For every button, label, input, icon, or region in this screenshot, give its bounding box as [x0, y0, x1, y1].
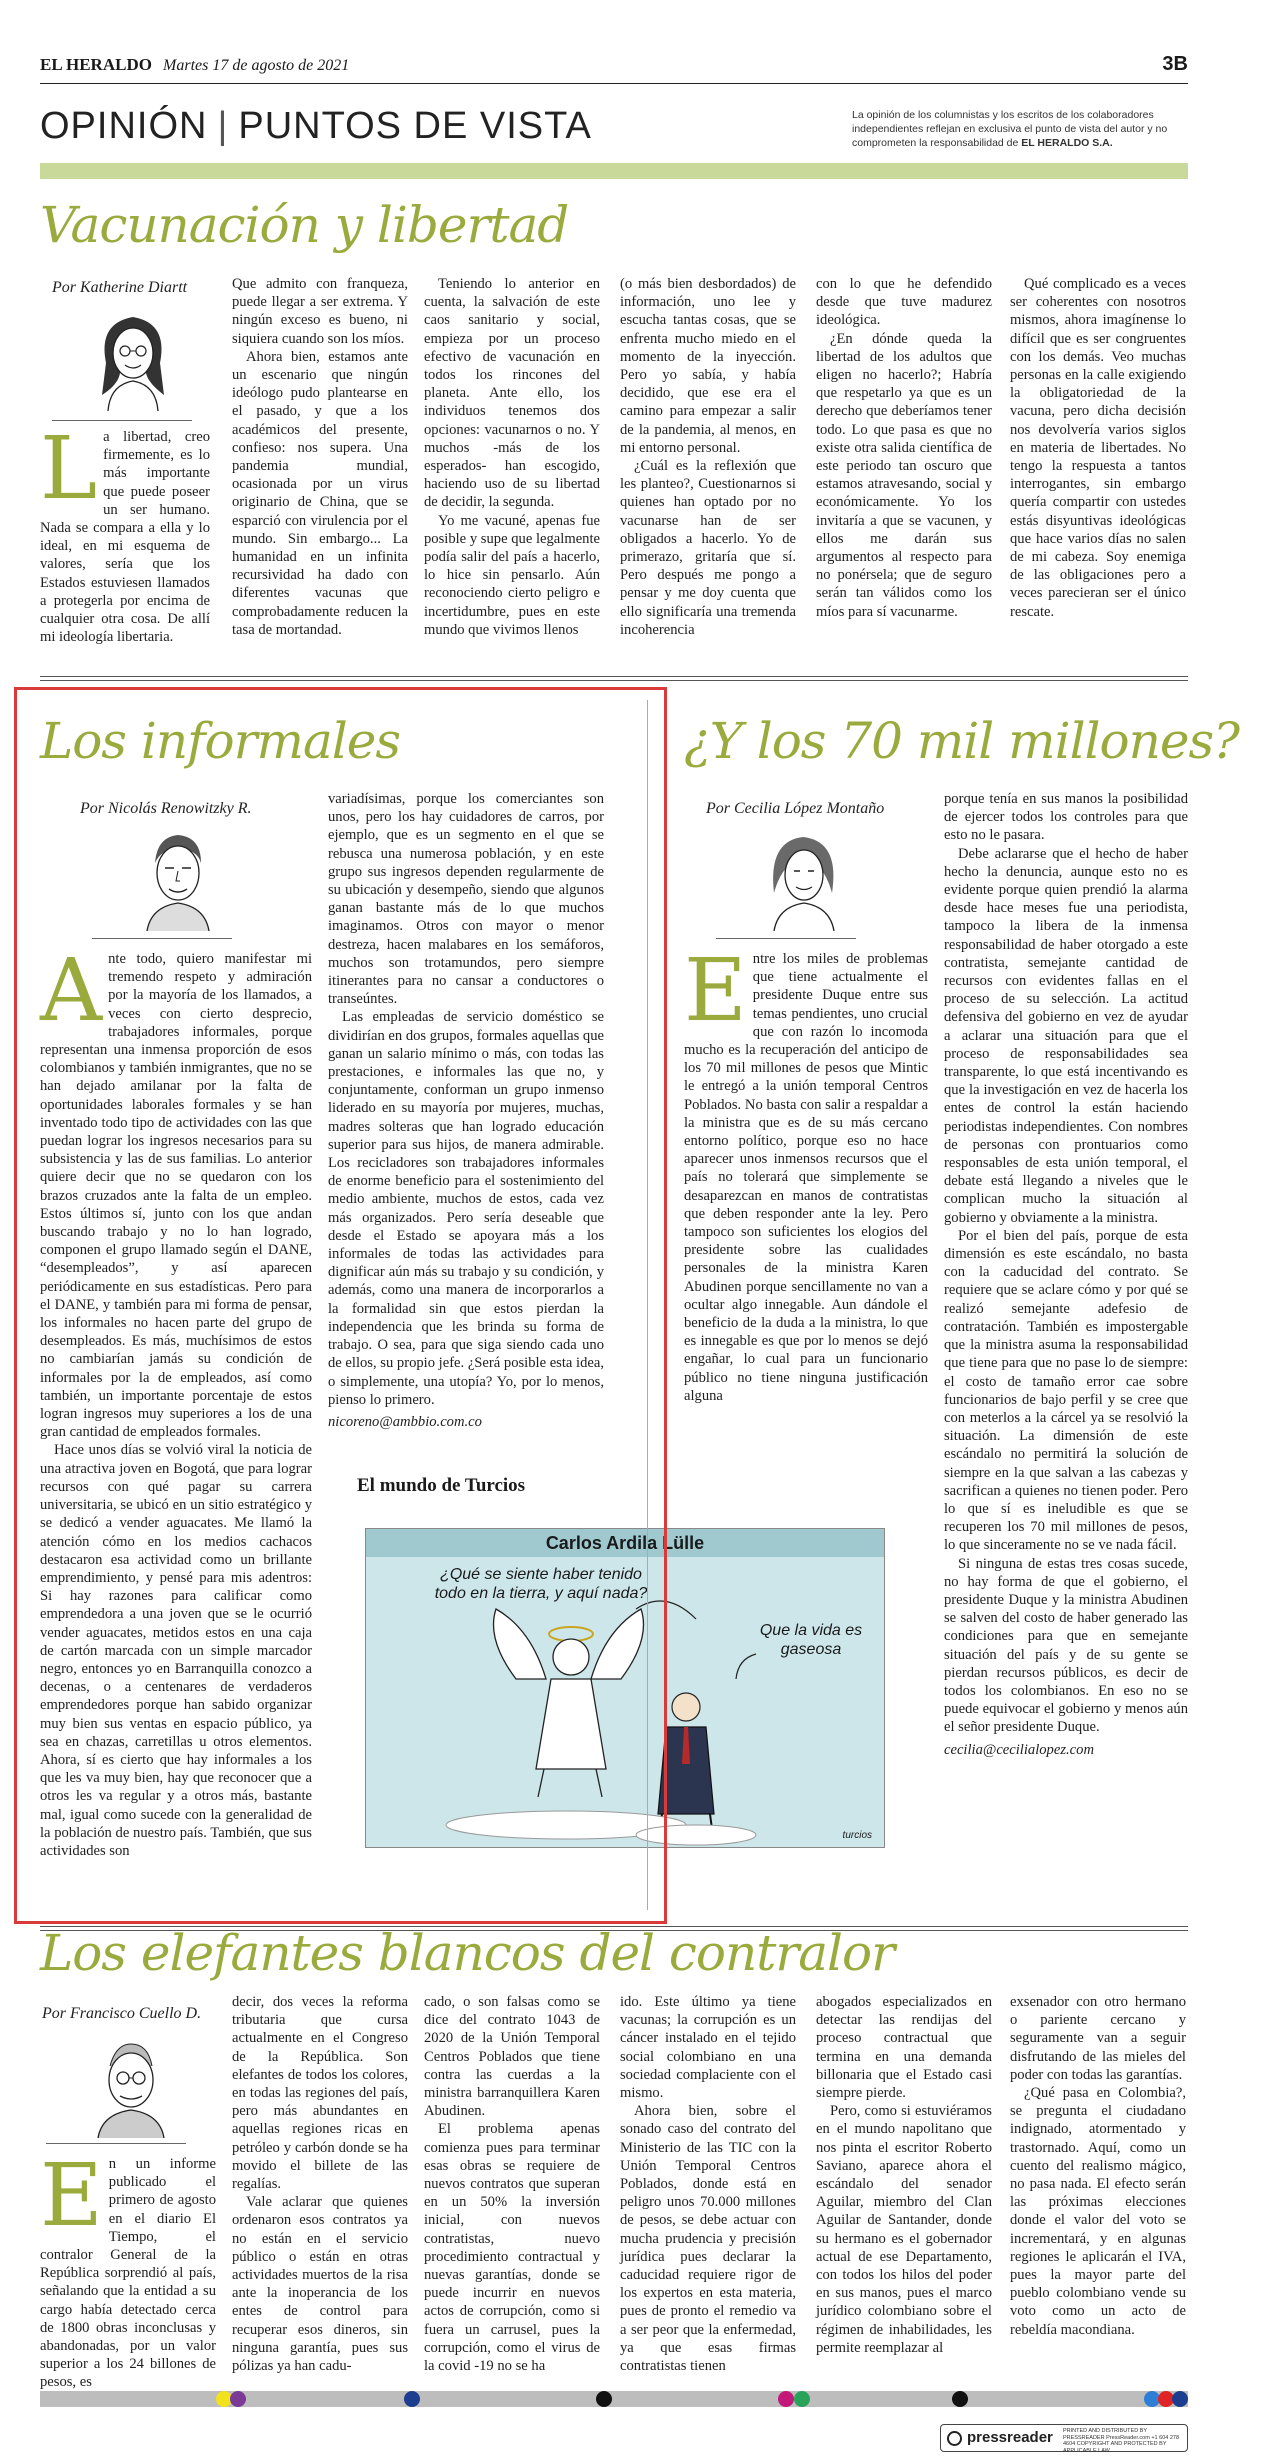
paragraph: Debe aclararse que el hecho de haber hecho la denuncia, aunque esto no es evidente porque quien prendió la alarma desde hace meses fue una periodista, tampoco la libera de la inmensa responsabilidad de haber otorgado a este contratista, semejante cantidad de recursos con evidentes fallas en el proceso de su selección. La actitud defensiva del gobierno en vez de ayudar a aclarar una situación para que el proceso de responsabilidades sea transparente, lo que está incentivando es que la investigación en vez de hacerla los entes de control la están haciendo periodistas independientes. Con nombres de personas con prontuarios como responsables de esta unión temporal, el debate está llegando a niveles que le complican mucho la situación al gobierno y obviamente a la ministra. [944, 845, 1188, 1226]
paragraph: nte todo, quiero manifestar mi tremendo respeto y admiración por la mayoría de los llamados, a veces con cierto desprecio, trabajadores informales, porque representan una inmensa proporción de esos colombianos y también inmigrantes, que no se han dejado amilanar por la falta de oportunidades laborales formales y se han inventado todo tipo de actividades con las que puedan lograr los ingresos necesarios para su subsistencia y las de sus familias. Lo anterior quiere decir que no se quedaron con los brazos cruzados ante la falta de un empleo. Estos últimos sí, junto con los que andan buscando trabajo y no lo han logrado, componen el grupo llamado según el DANE, “desempleados”, y así aparecen periódicamente en sus estadísticas. Pero para el DANE, y también para mi forma de pensar, los informales no hacen parte del grupo de desempleados. Es más, muchísimos de estos no cambiarían jamás su condición de informales por la de empleados, así como también, un importante porcentaje de estos logran ingresos muy superiores a los de una gran cantidad de empleados formales. [40, 951, 312, 1441]
paragraph: ¿Qué pasa en Colombia?, se pregunta el ciudadano indignado, atormentado y trastornado. Aquí, como un cuento del realismo mágico, no pasa nada. El efecto serán las próximas elecciones donde el valor del voto se incrementará, y en algunas regiones le aplicarán el IVA, pues la mayor parte del pueblo colombiano vende su voto como un acto de rebeldía macondiana. [1010, 2085, 1186, 2338]
masthead-rule [40, 83, 1188, 84]
registration-dot [778, 2391, 794, 2407]
author-portrait-diartt [88, 303, 178, 413]
cartoon-speech-angel: ¿Qué se siente haber tenido todo en la tierra, y aquí nada? [434, 1566, 648, 1602]
article-vacunacion-col-4 [620, 275, 796, 639]
byline-millones: Por Cecilia López Montaño [706, 800, 885, 817]
paragraph: con lo que he defendido desde que tuve madurez ideológica. [816, 276, 992, 329]
paragraph: El problema apenas comienza pues para terminar esas obras se requiere de nuevos contratos que superan en un 50% la inversión inicial, con nuevos contratistas, nuevo procedimiento contractual y nuevas garantías, donde se puede incurrir en nuevos actos de corrupción, como si fuera un carrusel, pues la corrupción, como el virus de la covid -19 no se ha [424, 2121, 600, 2375]
section-name-left: OPINIÓN [40, 105, 208, 147]
paragraph: Pero, como si estuviéramos en el mundo napolitano que nos pinta el escritor Roberto Saviano, aparece ahora el escándalo del senador Aguilar, miembro del Clan Aguilar de Santander, donde su hermano es el gobernador actual de ese Departamento, con todos los hilos del poder en sus manos, pues el marco jurídico colombiano sobre el régimen de inhabilidades, les permite reemplazar al [816, 2103, 992, 2356]
dropcap-millones: E [684, 941, 747, 1041]
paragraph: ntre los miles de problemas que tiene actualmente el presidente Duque entre sus temas pendientes, uno crucial que con razón lo incomoda mucho es la recuperación del anticipo de los 70 mil millones de pesos que Mintic le entregó a la unión temporal Centros Poblados. No basta con salir a respaldar a la ministra que es de su más cercano entorno político, porque eso no hace aparecer unos inmensos recursos que el país no tolerará que simplemente se desaparezcan en manos de contratistas que deben responder ante la ley. Pero tampoco son suficientes los elogios del presidente sobre las cualidades personales de la ministra Karen Abudinen porque sencillamente no van a ocultar algo innegable. Aun dándole el beneficio de la duda a la ministra, lo que es innegable es que por lo menos se dejó engañar, lo cual para un funcionario público no tiene ninguna justificación alguna [684, 951, 928, 1404]
article-elefantes-col-5 [816, 1993, 992, 2357]
column-divider [647, 700, 648, 1910]
registration-dot [596, 2391, 612, 2407]
paragraph: variadísimas, porque los comerciantes son unos, pero los hay cuidadores de carros, por ejemplo, que es un segmento en el que se rebusca una numerosa población, y en este grupo sus ingresos dependen regularmente de su ubicación y desempeño, siendo que algunos ganan bastante más de lo que muchos imaginamos. Otros con mayor o menor destreza, hacen malabares en los semáforos, muchos son trotamundos, pero siempre itinerantes para no cansar a conductores o transeúntes. [328, 791, 604, 1008]
author-portrait-lopez [758, 823, 848, 933]
article-vacunacion-col-3 [424, 275, 600, 639]
paragraph: Yo me vacuné, apenas fue posible y supe que legalmente podía salir del país a hacerlo, lo hice sin pensarlo. Aún reconociendo cierto peligro e incertidumbre, pues en este mundo que vivimos llenos [424, 512, 600, 638]
paragraph: Ahora bien, sobre el sonado caso del contrato del Ministerio de las TIC con la Unión Temporal Centros Poblados, donde está en peligro unos 70.000 millones de pesos, se debe actuar con mucha prudencia y precisión jurídica pues declarar la caducidad requiere rigor de los expertos en esta materia, pues de pronto el remedio va a ser peor que la enfermedad, ya que esas firmas contratistas tienen [620, 2103, 796, 2375]
author-email-millones[interactable]: cecilia@cecilialopez.com [944, 1741, 1094, 1758]
author-portrait-drawing-icon [86, 2030, 176, 2140]
cartoon-section-title: El mundo de Turcios [357, 1475, 526, 1496]
paragraph: ¿En dónde queda la libertad de los adultos que eligen no hacerlo?; Habría que respetarlo ya que es un derecho que deberíamos tener todo. Lo que pasa es que no existe otra salida científica de este periodo tan oscuro que estamos atravesando, social y económicamente. Yo los invitaría a que se vacunen, y ellos me darán sus argumentos al respecto para no ponérsela; que de seguro serán tan válidos como los míos para sí vacunarme. [816, 330, 992, 620]
section-separator: | [217, 105, 229, 147]
registration-dot [404, 2391, 420, 2407]
paragraph: decir, dos veces la reforma tributaria que cursa actualmente en el Congreso de la República. Son elefantes de todos los colores, en todas las regiones del país, pero más abundantes en aquellas regiones ricas en petróleo y carbón donde se ha movido el billete de las regalías. [232, 1994, 408, 2193]
section-color-bar [40, 163, 1188, 179]
cartoon-speech-man: Que la vida es gaseosa [759, 1622, 863, 1658]
paragraph: Teniendo lo anterior en cuenta, la salvación de este caos sanitario y social, empieza por un proceso efectivo de vacunación en todos los rincones del planeta. Ante ello, los individuos tenemos dos opciones: vacunarnos o no. Y muchos -más de los esperados- han escogido, haciendo uso de su libertad de decidir, la segunda. [424, 276, 600, 511]
registration-dot [1172, 2391, 1188, 2407]
headline-vacunacion: Vacunación y libertad [40, 196, 569, 254]
paragraph: cado, o son falsas como se dice del contrato 1043 de 2020 de la Unión Temporal Centros Poblados que tiene contra las cuerdas a la ministra barranquillera Karen Abudinen. [424, 1994, 600, 2120]
byline-vacunacion: Por Katherine Diartt [52, 279, 188, 296]
dropcap-vacunacion: L [40, 419, 98, 519]
paragraph: Las empleadas de servicio doméstico se dividirían en dos grupos, formales aquellas que ganan un salario mínimo o más, con todas las prestaciones, e informales las que no, y conjuntamente, conforman un grupo inmenso liderado en su mayoría por mujeres, muchas, madres solteras que han logrado educación superior para sus hijos, de manera admirable. Los recicladores son trabajadores informales de enorme beneficio para el sostenimiento del medio ambiente, muchos de estos, cada vez más organizados. Pero sería deseable que desde el Estado se apoyara más a los informales de todas las actividades para dignificar aún más su trabajo y su condición, y además, como una manera de incorporarlos a la formalidad sin que estos pierdan la independencia que les brinda su forma de trabajo. O sea, para que siga siendo cada uno de ellos, su propio jefe. ¿Será posible esta idea, o simplemente, una utopía? Yo, por lo menos, pienso lo primero. [328, 1009, 604, 1408]
paragraph: n un informe publicado el primero de agosto en el diario El Tiempo, el contralor General de la República sorprendió al país, señalando que la entidad a su cargo había detectado cerca de 1800 obras inconclusas y abandonadas, por un valor superior a los 24 billones de pesos, es [40, 2156, 216, 2391]
byline-rule [46, 2143, 186, 2144]
byline-elefantes: Por Francisco Cuello D. [42, 2005, 202, 2022]
paragraph: ido. Este último ya tiene vacunas; la corrupción es un cáncer instalado en el tejido social colombiano en una sociedad complaciente con el mismo. [620, 1994, 796, 2102]
author-portrait-drawing-icon [88, 303, 178, 413]
pressreader-logo: pressreader [967, 2429, 1053, 2446]
issue-date: Martes 17 de agosto de 2021 [163, 57, 350, 74]
headline-elefantes: Los elefantes blancos del contralor [40, 1924, 895, 1982]
newspaper-name: EL HERALDO [40, 55, 152, 74]
pressreader-icon [947, 2431, 962, 2446]
article-elefantes-col-6 [1010, 1993, 1186, 2339]
paragraph: Hace unos días se volvió viral la noticia de una atractiva joven en Bogotá, que para lograr recursos con qué pagar su carrera universitaria, se ubicó en un sitio estratégico y se dedicó a vender aguacates. Me llamó la atención cómo en los medios cachacos destacaron esa actividad como un brillante emprendimiento, y pensé para mis adentros: Si hay razones para calificar como emprendedora a una joven que se le ocurrió vender aguacates, metidos estos en una caja de cartón marcada con un simple marcador negro, entonces yo en Barranquilla conozco a decenas, o a centenares de verdaderos emprendedores porque han sabido organizar muy bien sus ventas en espacio público, ya sea en chazas, carretillas u otros elementos. Ahora, sí es cierto que hay informales a los que les va muy bien, hay que reconocer que a otros les va regular y a otros más, bastante mal, igual como sucede con la generalidad de la población de nuestro país. También, que sus actividades son [40, 1442, 312, 1859]
paragraph: a libertad, creo firmemente, es lo más importante que puede poseer un ser humano. Nada se compara a ella y lo ideal, en mi esquema de valores, sería que los Estados estuviesen llamados a protegerla por encima de cualquier otra cosa. De allí mi ideología libertaria. [40, 429, 210, 646]
article-vacunacion-col-5 [816, 275, 992, 621]
highlight-box [14, 687, 667, 1924]
section-divider [40, 676, 1188, 681]
section-name-right: PUNTOS DE VISTA [238, 105, 592, 147]
paragraph: porque tenía en sus manos la posibilidad de ejercer todos los controles para que esto no le pasara. [944, 791, 1188, 844]
registration-dot [230, 2391, 246, 2407]
masthead [40, 55, 1188, 79]
author-portrait-drawing-icon [758, 823, 848, 933]
article-millones-col-2 [944, 790, 1188, 1759]
paragraph: abogados especializados en detectar las rendijas del proceso contractual que termina en una demanda billonaria que el Estado casi siempre pierde. [816, 1994, 992, 2102]
article-elefantes-col-2 [232, 1993, 408, 2375]
author-portrait-cuello [86, 2030, 176, 2140]
article-elefantes-col-4 [620, 1993, 796, 2375]
author-email-informales[interactable]: nicoreno@ambbio.com.co [328, 1413, 482, 1430]
dropcap-informales: A [40, 941, 103, 1041]
headline-millones: ¿Y los 70 mil millones? [684, 712, 1239, 770]
article-vacunacion-col-6 [1010, 275, 1186, 621]
paragraph: Que admito con franqueza, puede llegar a ser extrema. Y ningún exceso es bueno, ni siquiera cuando son los míos. [232, 276, 408, 347]
article-vacunacion-col-1 [40, 419, 210, 646]
pressreader-badge[interactable] [940, 2424, 1188, 2452]
article-elefantes-col-3 [424, 1993, 600, 2375]
disclaimer-company: EL HERALDO S.A. [1021, 137, 1113, 149]
article-elefantes-col-1 [40, 2146, 216, 2392]
paragraph: Por el bien del país, porque de esta dimensión es este escándalo, no basta con la caducidad del contrato. Se requiere que se aclare cómo y por qué se realizó semejante adefesio de contratación. También es impostergable que la ministra asuma la responsabilidad que tiene para que no pase lo de siempre: el costo de tamaño error cae sobre funcionarios de bajo perfil y se cree que con meterlos a la cárcel ya se resolvió la situación. La dimensión de este escándalo no permitirá la solución de siempre en la que salvan a las cabezas y sacrifican a quienes no tienen poder. Pero lo que sí es ineludible es que se recuperen los 70 mil millones de pesos, lo que sinceramente no se ve nada fácil. [944, 1227, 1188, 1554]
article-vacunacion-col-2 [232, 275, 408, 639]
registration-dot [794, 2391, 810, 2407]
cartoon-strip-title: Carlos Ardila Lülle [366, 1529, 884, 1557]
editorial-disclaimer [852, 108, 1188, 150]
pressreader-fineprint: PRINTED AND DISTRIBUTED BY PRESSREADER PressReader.com +1 604 278 4604 COPYRIGHT AND PROTECTED BY APPLICABLE LAW [1063, 2428, 1180, 2454]
cartoon-signature: turcios [842, 1830, 872, 1841]
paragraph: (o más bien desbordados) de información, uno lee y escucha tantas cosas, que se enfrenta mucho miedo en el momento de la inyección. Pero yo sabía, y había decidido, que ese era el camino para empezar a salir de la pandemia, al menos, en mi entorno personal. [620, 276, 796, 456]
registration-dot [952, 2391, 968, 2407]
paragraph: exsenador con otro hermano o pariente cercano y seguramente van a seguir disfrutando de las mieles del poder con todas las garantías. [1010, 1994, 1186, 2083]
byline-rule [716, 938, 856, 939]
paragraph: Si ninguna de estas tres cosas sucede, no hay forma de que el gobierno, el presidente Duque y la ministra Abudinen se salven del costo de haber generado las condiciones para que en semejante situación del país y de su gente se pierdan recursos públicos, es decir de todos los colombianos. En eso no se puede equivocar el gobierno y menos aún el señor presidente Duque. [944, 1555, 1188, 1736]
paragraph: Qué complicado es a veces ser coherentes con nosotros mismos, ahora imagínense lo difícil que es ser congruentes con los demás. Veo muchas personas en la calle exigiendo la obligatoriedad de la vacuna, pero dicha decisión nos devolvería varios siglos en materia de libertades. No tengo la respuesta a tantos interrogantes, sin embargo quería compartir con ustedes estás disyuntivas ideológicas que hace varios días no salen de mi cabeza. Soy enemiga de las obligaciones pero a veces parecieran ser el único rescate. [1010, 276, 1186, 620]
paragraph: Ahora bien, estamos ante un escenario que ningún ideólogo pudo plantearse en el pasado, y que a los académicos del presente, confieso: nos supera. Una pandemia mundial, ocasionada por un virus originario de China, que se esparció con virulencia por el mundo. Sin embargo... La humanidad en un infinita recursividad ha dado con diferentes vacunas que comprobadamente reducen la tasa de mortandad. [232, 348, 408, 638]
paragraph: Vale aclarar que quienes ordenaron esos contratos ya no están en el servicio público o están en otras actividades muertos de la risa ante la inoperancia de los entes de control para recuperar esos dineros, sin ninguna garantía, pues sus pólizas ya han cadu- [232, 2194, 408, 2375]
print-registration-bar [40, 2391, 1188, 2407]
paragraph: ¿Cuál es la reflexión que les planteo?, Cuestionarnos si quienes han optado por no vacunarse han de ser obligados a hacerlo. Yo de primerazo, gritaría que sí. Pero después me pongo a pensar y me doy cuenta que ello significaría una tremenda incoherencia [620, 458, 796, 638]
section-title [40, 105, 592, 148]
byline-informales: Por Nicolás Renowitzky R. [80, 800, 252, 817]
disclaimer-text: La opinión de los columnistas y los escritos de los colaboradores independientes reflejan en exclusiva el punto de vista del autor y no comprometen la responsabilidad de [852, 109, 1168, 149]
page-number: 3B [1162, 53, 1188, 75]
headline-informales: Los informales [40, 712, 401, 770]
dropcap-elefantes: E [40, 2146, 103, 2246]
article-millones-col-1 [684, 941, 928, 1405]
